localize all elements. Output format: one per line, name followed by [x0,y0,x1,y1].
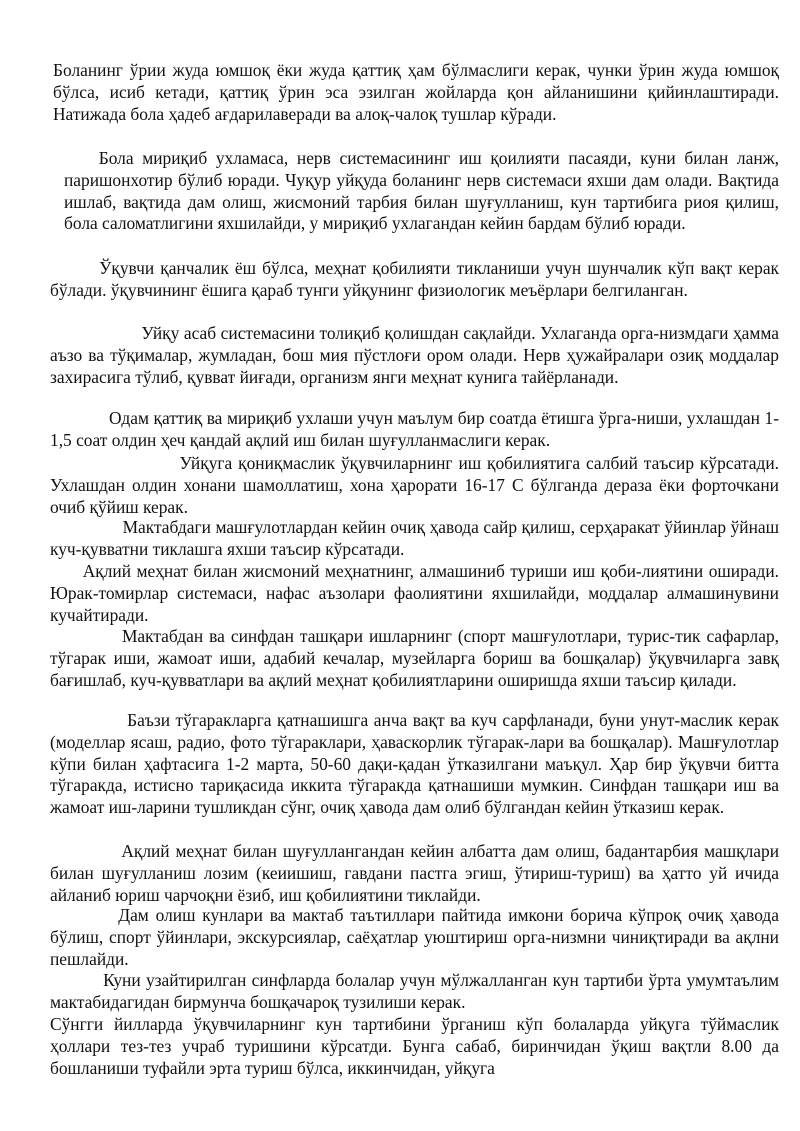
paragraph: Уйқу асаб системасини толиқиб қолишдан сақлайди. Ухлаганда орга-низмдаги ҳамма аъзо ва тўқималар, жумладан, бош мия пўстлоғи ором олади. Нерв ҳужайралари озиқ моддалар захирасига тўлиб, қувват йиғади, организм янги меҳнат кунига тайёрланади. [50,323,779,387]
paragraph: Мактабдаги машғулотлардан кейин очиқ ҳавода сайр қилиш, серҳаракат ўйинлар ўйнаш куч-қувватни тиклашга яхши таъсир кўрсатади. [50,517,779,559]
paragraph: Мактабдан ва синфдан ташқари ишларнинг (спорт машғулотлари, турис-тик сафарлар, тўгарак иши, жамоат иши, адабий кечалар, музейларга бориш ва бошқалар) ўқувчиларга завқ бағишлаб, куч-қувватлари ва ақлий меҳнат қобилиятларини оширишда яхши таъсир қилади. [50,626,779,690]
paragraph: Боланинг ўрии жуда юмшоқ ёки жуда қаттиқ ҳам бўлмаслиги керак, чунки ўрин жуда юмшоқ бўлса, исиб кетади, қаттиқ ўрин эса эзилган жойларда қон айланишини қийинлаштиради. Натижада бола ҳадеб ағдарилаверади ва алоқ-чалоқ тушлар кўради. [53,60,779,124]
paragraph: Одам қаттиқ ва мириқиб ухлаши учун маълум бир соатда ётишга ўрга-ниши, ухлашдан 1-1,5 соат олдин ҳеч қандай ақлий иш билан шуғулланмаслиги керак. [50,408,779,450]
paragraph: Куни узайтирилган синфларда болалар учун мўлжалланган кун тартиби ўрта умумтаълим мактабидагидан бирмунча бошқачароқ тузилиши керак. [50,970,779,1012]
paragraph: Уйқуга қониқмаслик ўқувчиларнинг иш қобилиятига салбий таъсир кўрсатади. Ухлашдан олдин хонани шамоллатиш, хона ҳарорати 16-17 С бўлганда дераза ёки форточкани очиб қўйиш керак. [50,453,779,517]
paragraph: Ўқувчи қанчалик ёш бўлса, меҳнат қобилияти тикланиши учун шунчалик кўп вақт керак бўлади. ўқувчининг ёшига қараб тунги уйқунинг физиологик меъёрлари белгиланган. [50,258,779,300]
paragraph: Ақлий меҳнат билан шуғуллангандан кейин албатта дам олиш, бадантарбия машқлари билан шуғулланиш лозим (кеиишиш, гавдани пастга эгиш, ўтириш-туриш) ва ҳатто уй ичида айланиб юриш чарчоқни ёзиб, иш қобилиятини тиклайди. [50,841,779,905]
paragraph: Дам олиш кунлари ва мактаб таътиллари пайтида имкони борича кўпроқ очиқ ҳавода бўлиш, спорт ўйинлари, экскурсиялар, саёҳатлар уюштириш орга-низмни чиниқтиради ва ақлни пешлайди. [50,905,779,969]
paragraph: Сўнгги йилларда ўқувчиларнинг кун тартибини ўрганиш кўп болаларда уйқуга тўймаслик ҳоллари тез-тез учраб туришини кўрсатди. Бунга сабаб, биринчидан ўқиш вақтли 8.00 да бошланиши туфайли эрта туриш бўлса, иккинчидан, уйқуга [50,1014,779,1078]
paragraph: Баъзи тўгаракларга қатнашишга анча вақт ва куч сарфланади, буни унут-маслик керак (моделлар ясаш, радио, фото тўгараклари, ҳаваскорлик тўгарак-лари ва бошқалар). Машғулотлар кўпи билан ҳафтасига 1-2 марта, 50-60 дақи-қадан ўтказилгани маъқул. Ҳар бир ўқувчи битта тўгаракда, истисно тариқасида иккита тўгаракда қатнашиши мумкин. Синфдан ташқари иш ва жамоат иш-ларини тушликдан сўнг, очиқ ҳавода дам олиб бўлгандан кейин ўтказиш керак. [50,710,779,818]
paragraph: Ақлий меҳнат билан жисмоний меҳнатнинг, алмашиниб туриши иш қоби-лиятини оширади. Юрак-томирлар системаси, нафас аъзолари фаолиятини яхшилайди, моддалар алмашинувини кучайтиради. [50,561,779,625]
paragraph: Бола мириқиб ухламаса, нерв системасининг иш қоилияти пасаяди, куни билан ланж, паришонхотир бўлиб юради. Чуқур уйқуда боланинг нерв системаси яхши дам олади. Вақтида ишлаб, вақтида дам олиш, жисмоний тарбия билан шуғулланиш, кун тартибига риоя қилиш, бола саломатлигини яхшилайди, у мириқиб ухлагандан кейин бардам бўлиб юради. [64,148,779,234]
